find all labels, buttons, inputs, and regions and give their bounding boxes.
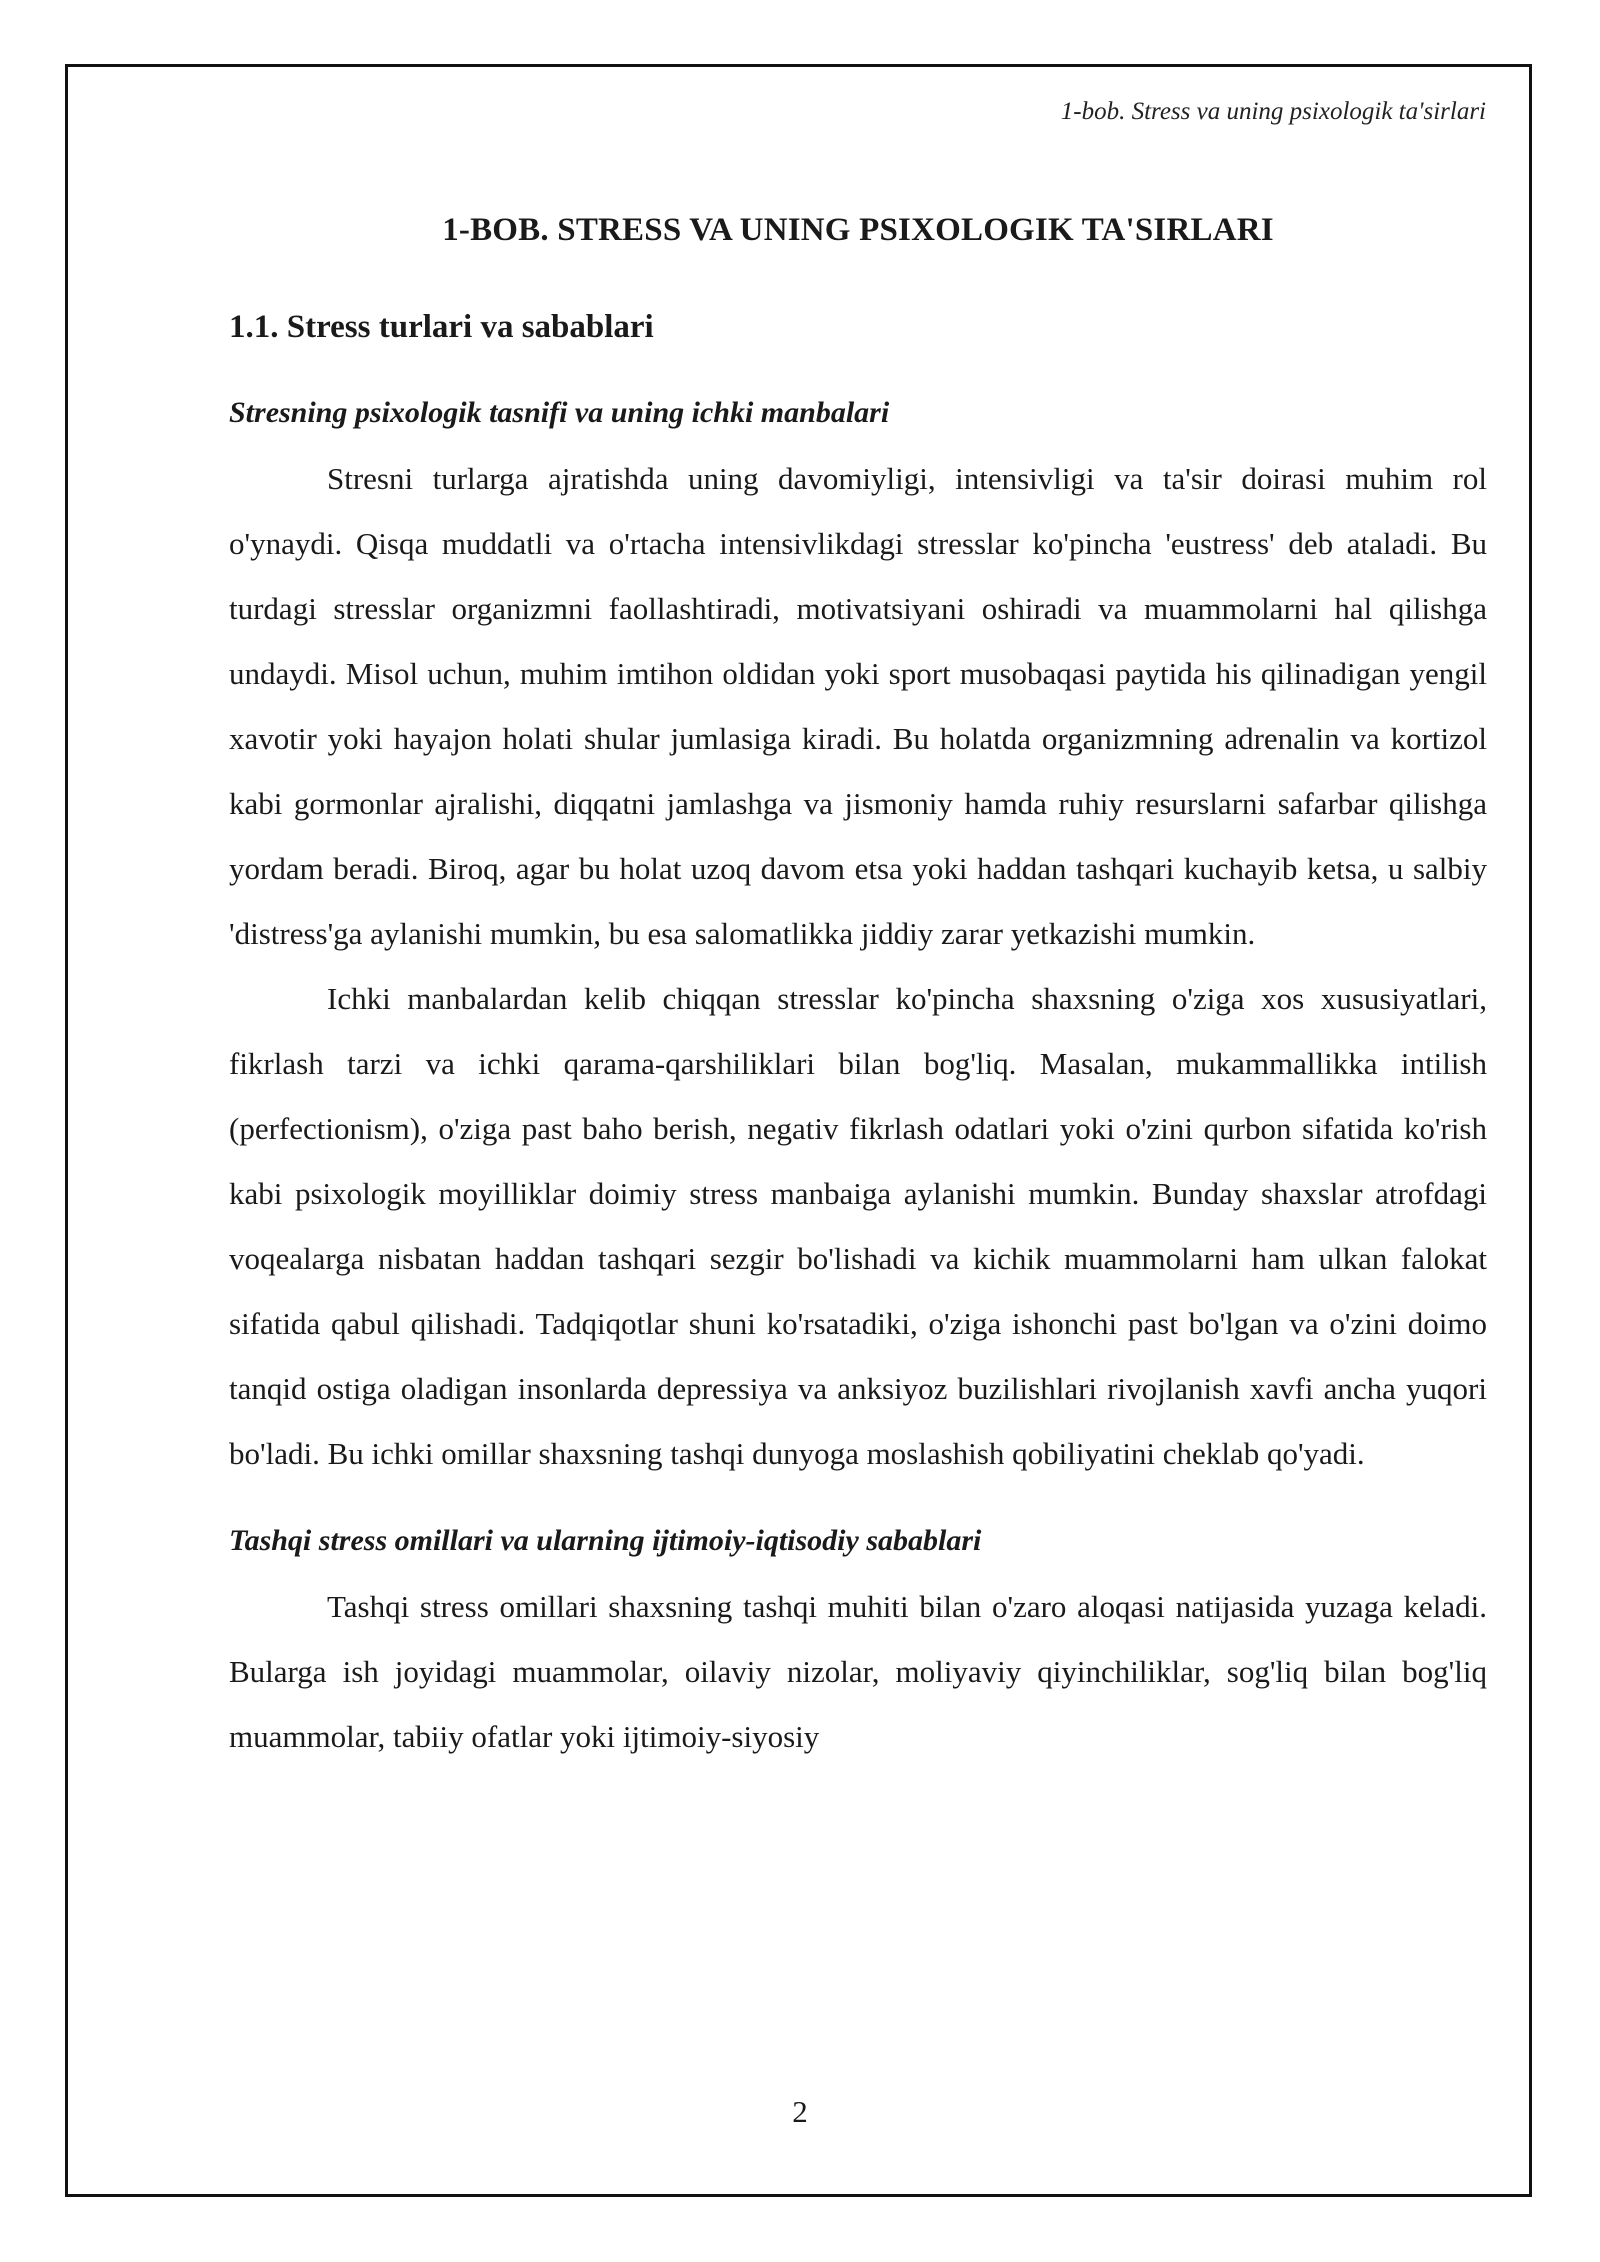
chapter-title: 1-BOB. STRESS VA UNING PSIXOLOGIK TA'SIRLARI (442, 212, 1274, 248)
page-number: 2 (792, 2094, 808, 2129)
body-paragraph-3: Tashqi stress omillari shaxsning tashqi muhiti bilan o'zaro aloqasi natijasida yuzaga keladi. Bularga ish joyidagi muammolar, oilaviy nizolar, moliyaviy qiyinchiliklar, sog'liq bilan bog'liq muammolar, tabiiy ofatlar yoki ijtimoiy-siyosiy (229, 1589, 1487, 1754)
running-header: 1-bob. Stress va uning psixologik ta'sirlari (1060, 98, 1486, 125)
body-paragraph-1: Stresni turlarga ajratishda uning davomiyligi, intensivligi va ta'sir doirasi muhim rol o'ynaydi. Qisqa muddatli va o'rtacha intensivlikdagi stresslar ko'pincha 'eustress' deb ataladi. Bu turdagi stresslar organizmni faollashtiradi, motivatsiyani oshiradi va muammolarni hal qilishga undaydi. Misol uchun, muhim imtihon oldidan yoki sport musobaqasi paytida his qilinadigan yengil xavotir yoki hayajon holati shular jumlasiga kiradi. Bu holatda organizmning adrenalin va kortizol kabi gormonlar ajralishi, diqqatni jamlashga va jismoniy hamda ruhiy resurslarni safarbar qilishga yordam beradi. Biroq, agar bu holat uzoq davom etsa yoki haddan tashqari kuchayib ketsa, u salbiy 'distress'ga aylanishi mumkin, bu esa salomatlikka jiddiy zarar yetkazishi mumkin. (229, 461, 1487, 951)
section-title: 1.1. Stress turlari va sabablari (229, 309, 654, 345)
subsection-title-1: Stresning psixologik tasnifi va uning ichki manbalari (229, 396, 890, 429)
page-content (229, 212, 1487, 1769)
body-paragraph-2: Ichki manbalardan kelib chiqqan stresslar ko'pincha shaxsning o'ziga xos xususiyatlari, fikrlash tarzi va ichki qarama-qarshiliklari bilan bog'liq. Masalan, mukammallikka intilish (perfectionism), o'ziga past baho berish, negativ fikrlash odatlari yoki o'zini qurbon sifatida ko'rish kabi psixologik moyilliklar doimiy stress manbaiga aylanishi mumkin. Bunday shaxslar atrofdagi voqealarga nisbatan haddan tashqari sezgir bo'lishadi va kichik muammolarni ham ulkan falokat sifatida qabul qilishadi. Tadqiqotlar shuni ko'rsatadiki, o'ziga ishonchi past bo'lgan va o'zini doimo tanqid ostiga oladigan insonlarda depressiya va anksiyoz buzilishlari rivojlanish xavfi ancha yuqori bo'ladi. Bu ichki omillar shaxsning tashqi dunyoga moslashish qobiliyatini cheklab qo'yadi. (229, 981, 1487, 1471)
subsection-title-2: Tashqi stress omillari va ularning ijtimoiy-iqtisodiy sabablari (229, 1524, 982, 1557)
